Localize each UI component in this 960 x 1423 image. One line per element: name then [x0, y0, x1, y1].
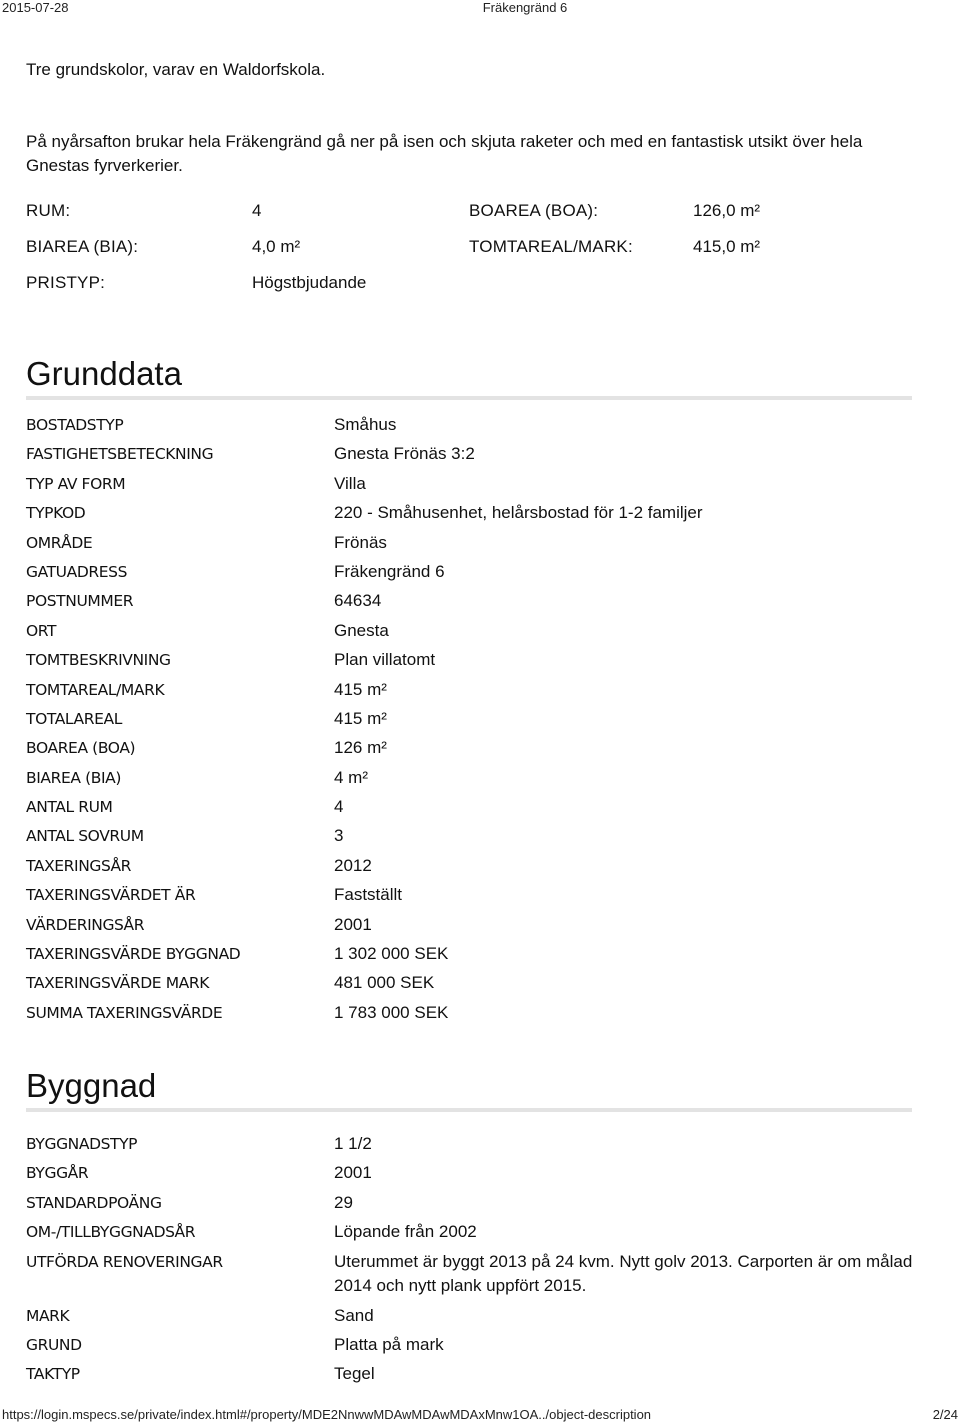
summary-biarea-value: 4,0 m²	[252, 237, 301, 256]
summary-tomtareal-label: TOMTAREAL/MARK:	[469, 237, 633, 256]
detail-label: UTFÖRDA RENOVERINGAR	[26, 1252, 223, 1271]
detail-label: TAKTYP	[26, 1365, 80, 1384]
detail-row	[26, 1132, 916, 1161]
detail-value: 3	[334, 826, 344, 846]
summary-rum-label: RUM:	[26, 201, 71, 220]
detail-label: TYPKOD	[26, 504, 86, 523]
detail-value: 415 m²	[334, 679, 387, 699]
detail-label: TAXERINGSÅR	[26, 856, 132, 875]
detail-row	[26, 442, 916, 471]
detail-row	[26, 736, 916, 765]
detail-value: Fastställt	[334, 885, 403, 905]
detail-label: GRUND	[26, 1335, 82, 1354]
detail-row	[26, 883, 916, 912]
summary-tomtareal-value: 415,0 m²	[693, 237, 761, 256]
detail-label: BYGGNADSTYP	[26, 1135, 138, 1153]
detail-value: 481 000 SEK	[334, 973, 435, 993]
summary-rum-value: 4	[252, 201, 262, 220]
detail-row	[26, 472, 916, 501]
detail-label: OM-/TILLBYGGNADSÅR	[26, 1223, 196, 1242]
summary-pristyp-label: PRISTYP:	[26, 273, 106, 292]
detail-row	[26, 1220, 916, 1249]
detail-value: 4 m²	[334, 767, 368, 787]
detail-row	[26, 1161, 916, 1190]
detail-row	[26, 678, 916, 707]
detail-value: 220 - Småhusenhet, helårsbostad för 1-2 familjer	[334, 503, 703, 523]
detail-value: 126 m²	[334, 738, 387, 758]
detail-value: Frönäs	[334, 532, 387, 552]
detail-label: TYP AV FORM	[26, 474, 126, 493]
detail-value: 1 302 000 SEK	[334, 944, 449, 964]
detail-label: VÄRDERINGSÅR	[26, 915, 145, 934]
detail-label: OMRÅDE	[26, 533, 93, 552]
detail-row	[26, 913, 916, 942]
detail-row	[26, 854, 916, 883]
detail-row	[26, 766, 916, 795]
detail-value: Platta på mark	[334, 1334, 444, 1354]
detail-row	[26, 589, 916, 618]
detail-row	[26, 1191, 916, 1220]
detail-row	[26, 1333, 916, 1362]
print-url: https://login.mspecs.se/private/index.html#/property/MDE2NnwwMDAwMDAwMDAxMnw1OA../object-description	[2, 1407, 652, 1422]
intro-schools-text: Tre grundskolor, varav en Waldorfskola.	[26, 60, 326, 79]
summary-biarea-label: BIAREA (BIA):	[26, 237, 139, 256]
detail-value: Uterummet är byggt 2013 på 24 kvm. Nytt golv 2013. Carporten är om målad 2014 och nytt plank uppfört 2015.	[334, 1251, 913, 1295]
print-footer	[0, 1407, 960, 1423]
detail-value: Sand	[334, 1305, 374, 1325]
detail-value: 415 m²	[334, 708, 387, 728]
detail-label: TAXERINGSVÄRDE BYGGNAD	[26, 945, 241, 964]
detail-value: 1 783 000 SEK	[334, 1002, 449, 1022]
detail-row	[26, 707, 916, 736]
detail-label: TAXERINGSVÄRDET ÄR	[26, 886, 196, 905]
grunddata-divider	[26, 396, 912, 400]
detail-row	[26, 795, 916, 824]
detail-value: 2012	[334, 855, 372, 875]
detail-label: BOSTADSTYP	[26, 416, 124, 434]
intro-new-year-text: På nyårsafton brukar hela Fräkengränd gå ner på isen och skjuta raketer och med en fantastisk utsikt över hela Gnestas fyrverkerier.	[26, 132, 863, 175]
detail-row	[26, 531, 916, 560]
detail-label: BOAREA (BOA)	[26, 739, 136, 758]
detail-label: GATUADRESS	[26, 562, 128, 581]
detail-label: TOMTBESKRIVNING	[26, 651, 171, 670]
byggnad-list	[26, 1132, 916, 1392]
detail-row	[26, 560, 916, 589]
detail-value: 64634	[334, 591, 382, 611]
detail-label: TOTALAREAL	[26, 709, 122, 728]
detail-value: 29	[334, 1192, 353, 1212]
detail-label: TOMTAREAL/MARK	[26, 680, 165, 699]
detail-row	[26, 1001, 916, 1030]
detail-label: MARK	[26, 1306, 70, 1325]
detail-value: Villa	[334, 473, 366, 493]
summary-boarea-label: BOAREA (BOA):	[469, 201, 599, 220]
print-page-number: 2/24	[932, 1407, 958, 1422]
detail-row	[26, 413, 916, 442]
byggnad-divider	[26, 1108, 912, 1112]
detail-label: STANDARDPOÄNG	[26, 1193, 162, 1212]
detail-value: Gnesta	[334, 620, 389, 640]
print-date: 2015-07-28	[2, 0, 69, 15]
detail-value: Plan villatomt	[334, 650, 436, 670]
detail-label: SUMMA TAXERINGSVÄRDE	[26, 1003, 223, 1022]
detail-value: Tegel	[334, 1364, 375, 1384]
detail-label: BIAREA (BIA)	[26, 768, 122, 787]
detail-row	[26, 824, 916, 853]
detail-row	[26, 971, 916, 1000]
detail-row	[26, 501, 916, 530]
grunddata-list	[26, 413, 916, 1030]
detail-row	[26, 1250, 916, 1304]
detail-value: Gnesta Frönäs 3:2	[334, 444, 475, 464]
byggnad-heading: Byggnad	[26, 1067, 157, 1104]
print-title: Fräkengränd 6	[482, 0, 568, 15]
detail-value: Fräkengränd 6	[334, 561, 445, 581]
detail-row	[26, 619, 916, 648]
print-header	[0, 0, 960, 16]
detail-label: ANTAL SOVRUM	[26, 827, 144, 846]
detail-row	[26, 1362, 916, 1391]
summary-boarea-value: 126,0 m²	[693, 201, 761, 220]
detail-value: Småhus	[334, 415, 397, 434]
detail-row	[26, 648, 916, 677]
detail-label: POSTNUMMER	[26, 592, 134, 611]
detail-value: 4	[334, 797, 344, 817]
summary-pristyp-value: Högstbjudande	[252, 273, 367, 292]
detail-label: ANTAL RUM	[26, 798, 113, 817]
detail-label: ORT	[26, 621, 57, 640]
detail-value: 2001	[334, 1163, 372, 1183]
grunddata-heading: Grunddata	[26, 355, 182, 392]
detail-value: 2001	[334, 914, 372, 934]
detail-row	[26, 1304, 916, 1333]
detail-value: 1 1/2	[334, 1134, 372, 1153]
detail-label: BYGGÅR	[26, 1164, 89, 1183]
detail-label: FASTIGHETSBETECKNING	[26, 445, 214, 464]
detail-label: TAXERINGSVÄRDE MARK	[26, 974, 210, 993]
detail-value: Löpande från 2002	[334, 1222, 477, 1242]
detail-row	[26, 942, 916, 971]
